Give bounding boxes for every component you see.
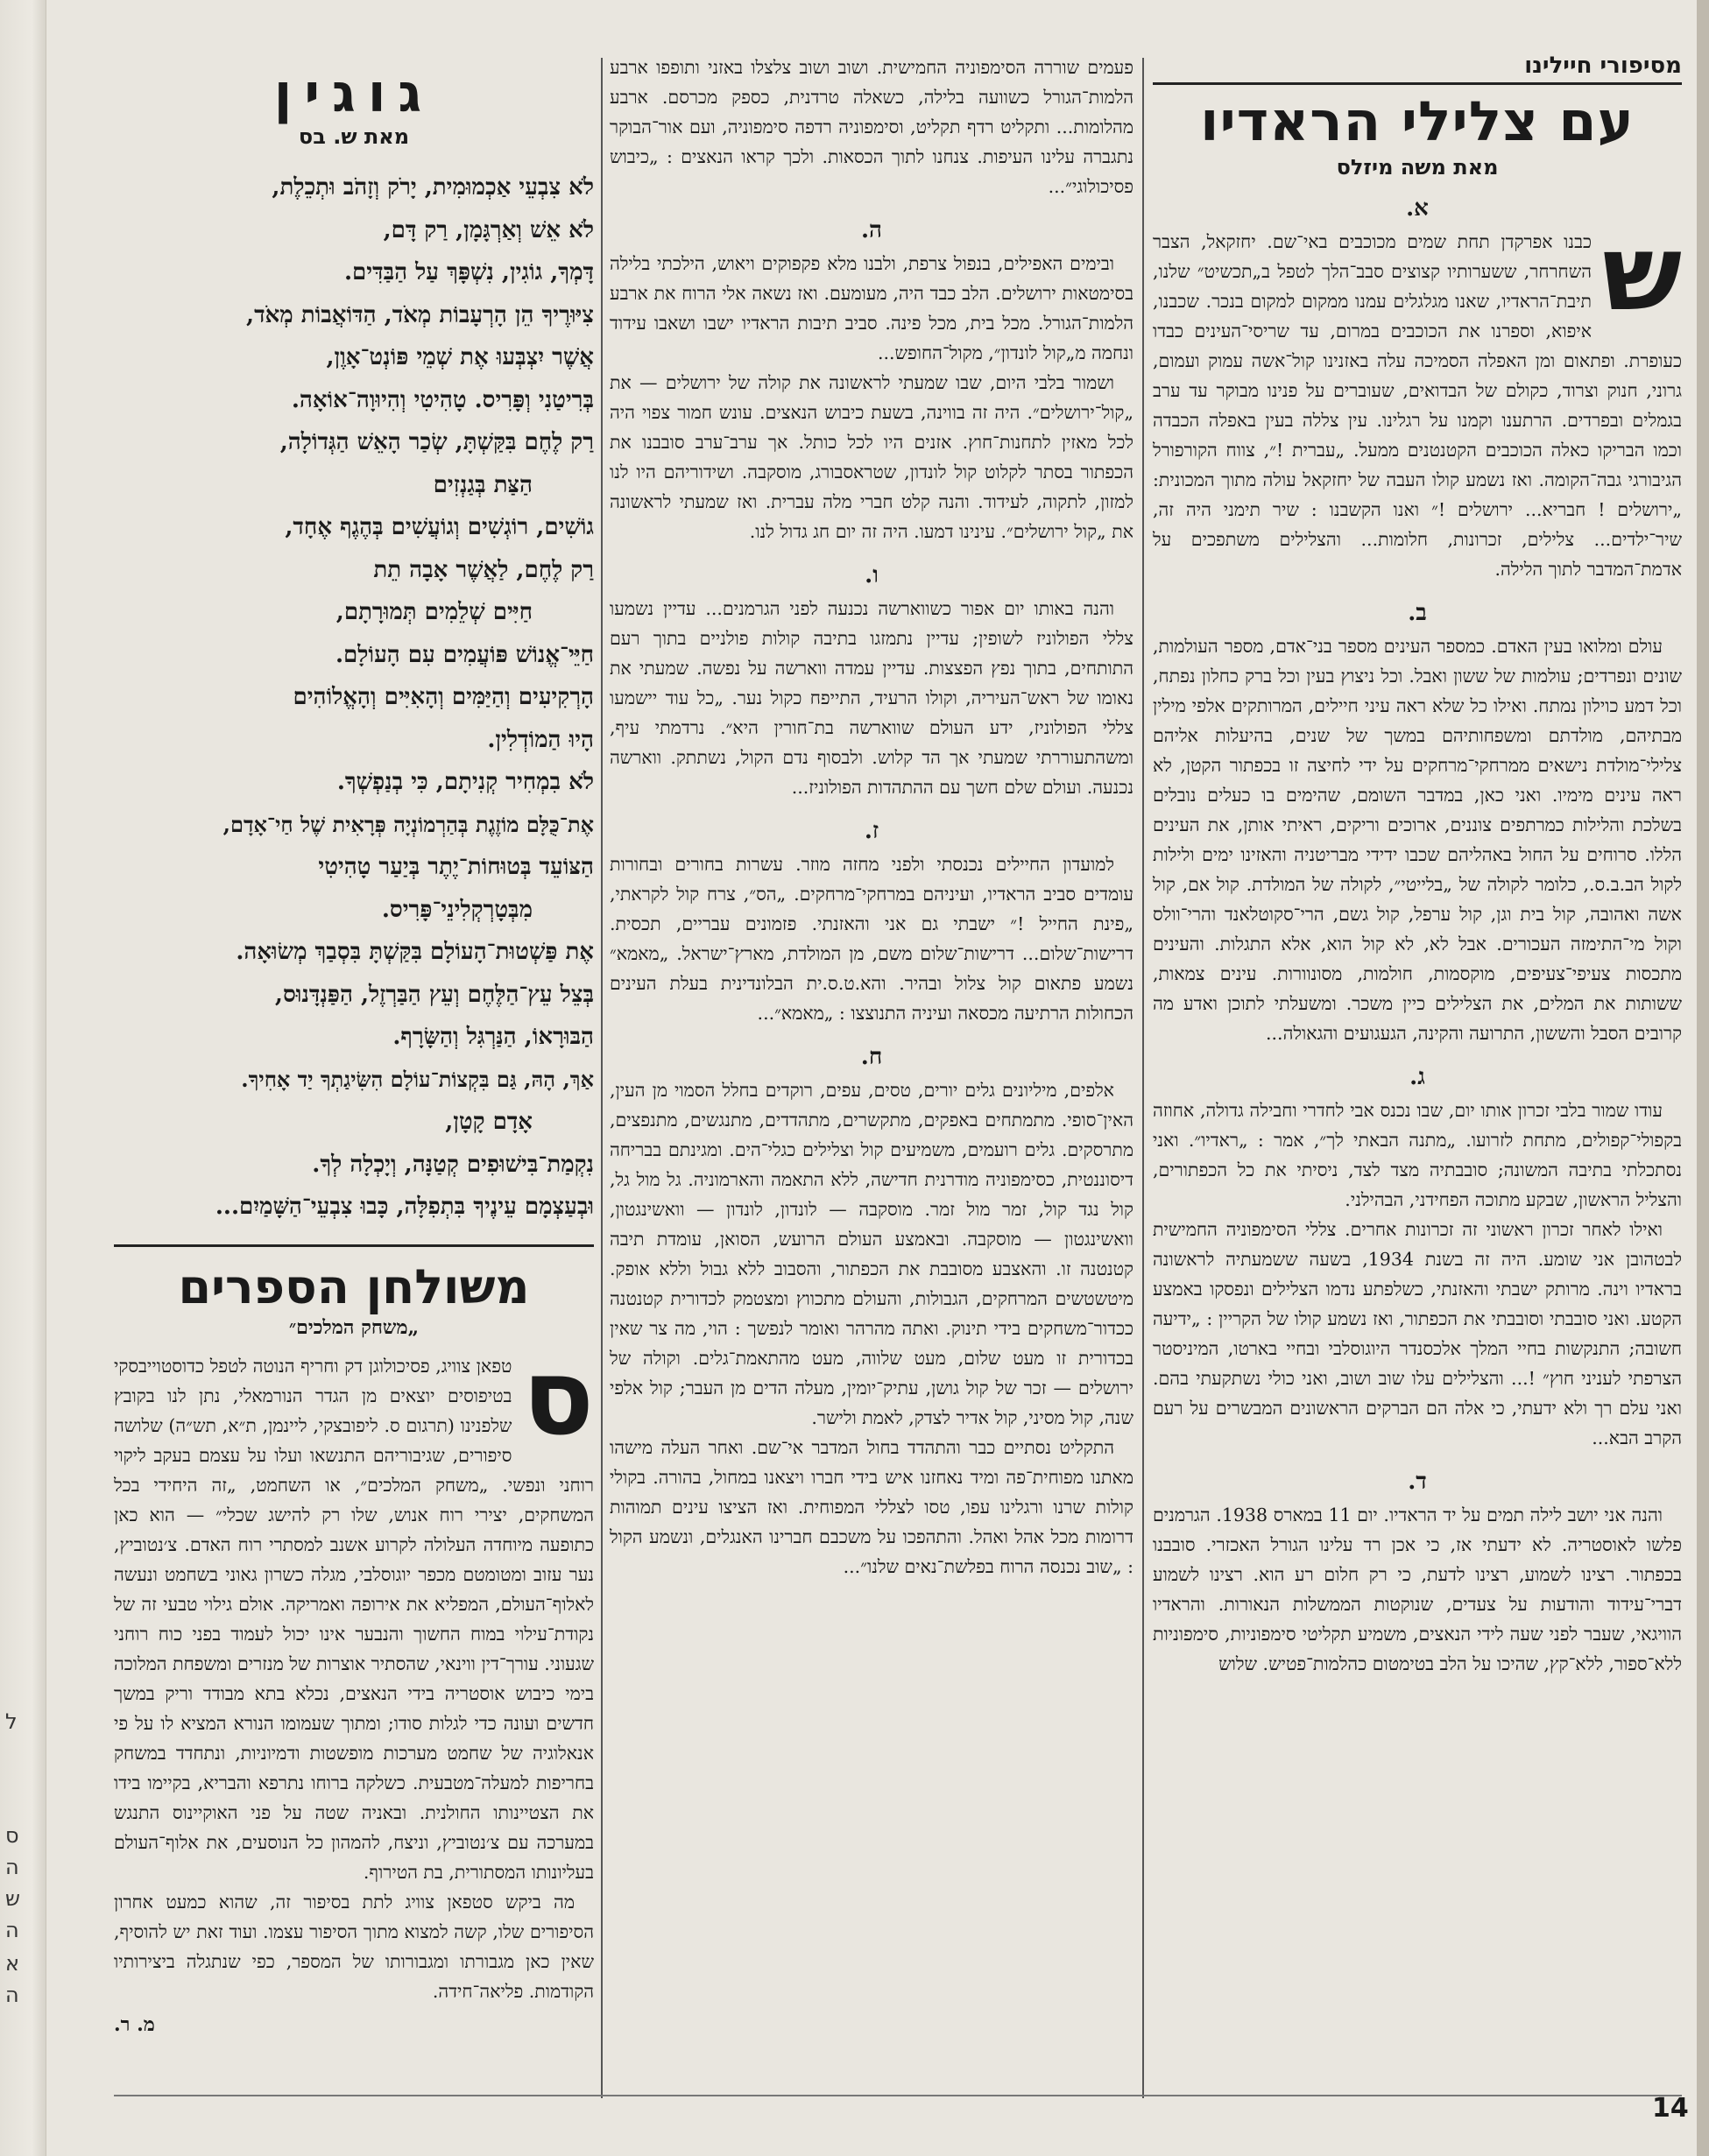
poem-verse: הַצּוֹעֵד בְּטוּחוֹת־יֶתֶר בְּיַעַר טָהִיטִי: [318, 854, 594, 880]
poem-byline: מאת ש. בס: [298, 124, 410, 149]
paragraph: למועדון החיילים נכנסתי ולפני מחזה מוזר. עשרות בחורים ובחורות עומדים סביב הראדיו, ועיניהם במרחקי־מרחקים. „הס״, צרח קול לקראתי, „פינת החייל !״ ישבתי גם אני והאזנתי. פזמונים עבריים, תכסית. דרישות־שלום... דרישות־שלום משם, מן המולדת, מארץ־ישראל. „מאמא״ נשמע פתאום קול צלול ובהיר. והא.ט.ס.ית הבלונדינית בעלת העינים הכחולות הרתיעה מכסאה ועיניה התנוצצו : „מאמא״...: [610, 854, 1133, 1024]
poem-verse: צִיּוּרֶיךָ הֵן הָרְעָבוֹת מְאֹד, הַדּוֹאֲבוֹת מְאֹד,: [246, 301, 594, 328]
poem-verse: הָרְקִיעִים וְהַיַּמִּים וְהָאִיִּים וְהָאֱלוֹהִים: [293, 684, 594, 710]
paragraph: עולם ומלואו בעין האדם. כמספר העינים מספר בני־אדם, מספר העולמות, שונים ונפרדים; עולמות של ששון ואבל. וכל ניצוץ בעין וכל ברק כחלון נפתח, וכל דמע כוילון נמתח. ואילו כל שלא ראה עיני חיילים, המרותקים אלפי מילין מבתיהם, מולדתם ומשפחותיהם במשך של שנים, בהיעלות אליהם צלילי־מולדת נישאים ממרחקי־מרחקים על ידי לחיצה זו בכפתור הקטן, לא ראה עינים מימיו. ואני כאן, במדבר השומם, שהימים בו כעלים נובלים בשלכת והלילות כמרתפים צוננים, ארוכים וריקים, ראיתי אותן, את העינים הללו. סרוחים על החול באהליהם שכבו ידידי מבריטניה והאזינו ימים ולילות לקול הב.ב.ס., כלומר לקולה של „בלייטי״, לקולה של המולדת. קול אם, קול אשה ואהובה, קול בית וגן, קול ערפל, קול גשם, הרי־סקוטלאנד והרי־וולס וקול מי־התימזה העכורים. אבל לא, לא קול הוא, אלא התגלות. והעינים מתכסות צעיפי־צעיפים, מוקסמות, חולמות, מסונוורות. עינים צמאות, ששותות את המלים, את הצלילים כיין משכר. ומשעלתי לתוכן ואדע מה קרובים הסבל והששון, התרועה והקינה, הגעגועים והגאולה...: [1153, 636, 1682, 1045]
story-continuation-column: [610, 53, 1133, 1582]
paragraph: טפאן צוויג, פסיכולוגן דק וחריף הנוטה לטפל כדוסטוייבסקי בטיפוסים יוצאים מן הגדר הנורמאלי, נתן לנו בקובץ שלפנינו (תרגום ס. ליפובצקי, ליינמן, ת״א, תש״ה) שלושה סיפורים, שגיבוריהם התנשאו ועלו על עצמם בעקב ליקוי רוחני ונפשי. „משחק המלכים״, או השחמט, „זה היחידי בכל המשחקים, יצירי רוח אנוש, שלו רק להישג שכלי״ — הוא כאן כתופעה מיוחדה העלולה לקרוע אשנב למסתרי רוח האדם. צ׳נטוביץ, נער עזוב ומטומטם מכפר יוגוסלבי, מגלה כשרון גאוני בשחמט ונעשה לאלוף־העולם, המפליא את אירופה ואמריקה. אולם גילוי טבעי זה של נקודת־עילוי במוח החשוך והנבער אינו יכול לעמוד בפני כוח רוחני שגעוני. עורך־דין ווינאי, שהסתיר אוצרות של מנזרים ומשפחת המלוכה בימי כיבוש אוסטריה בידי הנאצים, נכלא בתא מבודד וריק במשך חדשים ועונה כדי לגלות סודו; ומתוך שעמומו הנורא המציא לו על פי אנאלוגיה של שחמט מערכות מופשטות ודמיוניות, ונתחדד במשחק בחריפות למעלה־מטבעית. כשלקה ברוחו נתרפא והבריא, בקיימו בידו את הצטיינותו החולנית. ובאניה שטה על פני האוקיינוס התנגש במערכה עם צ׳נטוביץ, וניצח, להמהון כל הנוסעים, את אלוף־העולם בעליונותו המסתורית, בת הטירוף.: [114, 1355, 594, 1883]
poem-verse: נִקְמַת־בִּישׁוּפִים קְטַנָּה, וְיָכְלָה לְךָ.: [312, 1151, 594, 1178]
paragraph: והנה באותו יום אפור כשווארשה נכנעה לפני הגרמנים... עדיין נשמעו צללי הפולוניז לשופין; עדיין נתמזגו בתיבה קולות פולניים בתוך רעם התותחים, בתוך נפץ הפצצות. עדיין עמדה ווארשה על נפשה. שמעתי את נאומו של ראש־העיריה, וקולו הרעיד, התייפח כקול נער. „כל עוד יישמעו צללי הפולוניז, ידע העולם שווארשה בת־חורין היא״. נרדמתי עיף, ומשהתעוררתי שמעתי אך הד קלוש. ולבסוף נדם הקול, נשתתק. ווארשה נכנעה. ועולם שלם חשך עם ההתהדות הפולוניז...: [610, 598, 1133, 798]
column-divider: [1142, 58, 1144, 2098]
section-divider: [114, 1244, 594, 1247]
paragraph: התקליט נסתיים כבר והתהדד בחול המדבר אי־שם. ואחר העלה מישהו מאתנו מפוחית־פה ומיד נאחזנו איש בידי חברו ויצאנו במחול, בהורה. בקולי קולות שרנו ורגלינו עפו, טסו לצללי המפוחית. ואז הציצו עינים תמוהות דרומות מכל אהל ואהל. והתהפכו על משכבם חברינו האנגלים, ונשמע הקול : „שוב נכנסה הרוח בפלשת־נאים שלנו״...: [610, 1437, 1133, 1577]
margin-letter: ה: [5, 1855, 19, 1879]
poem-verse: הַבּוּרָאוֹ, הַנַּרְגִּל וְהַשָּׂרָף.: [392, 1024, 594, 1050]
poem-body: [114, 166, 594, 1229]
poem-verse: מִבְּטָרְקְלִינֵי־פָּרִיס.: [381, 896, 533, 923]
paragraph: והנה אני יושב לילה תמים על יד הראדיו. יום 11 במארס 1938. הגרמנים פלשו לאוסטריה. לא ידעתי אז, כי אכן רד עלינו הגורל האכזרי. סובבנו בכפתור. רצינו לשמוע, רצינו לדעת, כי רק חלום רע הוא. רצינו לשמוע דברי־עידוד והודעות על צעדים, שנוקטות הממשלות הנאורות. והראדיו הוויגאי, שעבר לפני שעה לידי הנאצים, משמיע תקליטי סימפוניות, סימפוניות ללא־ספור, ללא־קץ, שהיכו על הלב בטימטום כהלמות־פטיש. שלוש: [1153, 1504, 1682, 1675]
margin-letters: [2, 0, 37, 2156]
paragraph: אלפים, מיליונים גלים יורים, טסים, עפים, רוקדים בחלל הסמוי מן העין, האין־סופי. מתמתחים באפקים, מתקשרים, מתהדדים, מתנגשים, מתנפצים, מתרסקים. גלים רועמים, משמיעים קול וצלילים כגלי־הים. ומגינתם בבריחה דיסוננטית, כסימפוניה מודרנית חדישה, ללא התאמה והארמוניה. גל מול גל, קול נגד קול, זמר מול זמר. מוסקבה — לונדון, לונדון — וואשינגטון, וואשינגטון — מוסקבה. ובאמצע העולם הרועש, הסואן, עומדת תיבה קטנטנה זו. והאצבע מסובבת את הכפתור, והסבוב ללא גבול וללא אופק. מיטשטשים המרחקים, הגבולות, והעולם מתכווץ ומצטמק לכדורית קטנטנה ככדור־משחקים בידי תינוק. ואתה מהרהר ואומר לנפשך : הוי, מה צר שאין בכדורית זו מעט שלום, מעט שלווה, מעט מהתאמת־גלים. וקולה של ירושלים — זכר של קול גושן, עתיק־יומין, מעלה הדים מן העבר; קול אלפי שנה, קול מסיני, קול אדיר לצדק, לאמת ולישר.: [610, 1080, 1133, 1428]
poem-verse: בְּצֵל עֵץ־הַלֶּחֶם וְעֵץ הַבַּרְזֶל, הַפַּנְדָּנוּס,: [274, 981, 594, 1008]
poem-verse: דָּמְךָ, גוֹגִין, נִשְׁפָּךְ עַל הַבַּדִּים.: [344, 259, 594, 285]
poem-verse: לֹא צִבְעֵי אַכְמוּמִית, יָרֹק וְזָהֹב וּתְכֵלֶת,: [272, 174, 594, 201]
paragraph: מה ביקש סטפאן צוויג לתת בסיפור זה, שהוא כמעט אחרון הסיפורים שלו, קשה למצוא מתוך הסיפור עצמו. ועוד זאת יש להוסיף, שאין כאן מגבורתו ומגבורותו של המספר, כפי שנתגלה ביצירותיו הקודמות. פליאה־חידה.: [114, 1891, 594, 2002]
poem-verse: אֶת־כֻּלָּם מוֹזֶגֶת בְּהַרְמוֹנְיָה פְּרָאִית שֶׁל חַי־אָדָם,: [222, 811, 594, 837]
section-tag: מסיפורי חיילינו: [1153, 53, 1682, 85]
story-byline: מאת משה מיזלס: [1336, 155, 1499, 180]
section-letter: ד.: [1408, 1469, 1427, 1496]
story-column: [1153, 53, 1682, 1679]
section-letter: ה.: [860, 217, 882, 243]
drop-cap: ס: [522, 1336, 594, 1459]
page-number: 14: [1652, 2093, 1689, 2124]
section-letter: ו.: [865, 562, 879, 588]
paragraph: ושמור בלבי היום, שבו שמעתי לראשונה את קולה של ירושלים — את „קול־ירושלים״. היה זה בווינה, בשעת כיבוש הנאצים. עונש חמור צפוי היה לכל מאזין לתחנות־חוץ. אזנים היו לכל כותל. אך ערב־ערב סובבנו את הכפתור בסתר לקלוט קול לונדון, שטראסבורג, מוסקבה. ושידוריהם היו לנו למזון, לתקוה, לעידוד. והנה קלט חברי מלה עברית. ואז שמעתי לראשונה את „קול ירושלים״. עינינו דמעו. היה זה יום חג גדול לנו.: [610, 372, 1133, 542]
poem-verse: גוֹשִׁים, רוֹגְשִׁים וְגוֹעֲשִׁים בְּהֶגֶף אֶחָד,: [285, 514, 594, 540]
review-signature: מ. ר.: [114, 2012, 155, 2036]
footer-rule: [114, 2095, 1682, 2096]
poem-verse: בְּרִיטַנִי וְפָּרִיס. טָהִיטִי וְהִיוּוָה־אוֹאָה.: [291, 386, 594, 413]
column-divider: [601, 58, 603, 2098]
margin-letter: ס: [5, 1823, 19, 1848]
story-headline: עם צלילי הראדיו: [1200, 89, 1635, 153]
previous-page-edge: [0, 0, 46, 2156]
poem-verse: לֹא בִמְחִיר קְנִיתָם, כִּי בְנַפְשְׁךָ.: [336, 769, 594, 795]
margin-letter: ל: [5, 1709, 18, 1734]
poem-and-books-column: [114, 53, 594, 2036]
drop-cap: ש: [1602, 213, 1682, 335]
margin-letter: ש: [5, 1886, 21, 1911]
paragraph: ואילו לאחר זכרון ראשוני זה זכרונות אחרים. צללי הסימפוניה החמישית לבטהובן אני שומע. היה זה בשנת 1934, בשעה ששמעתיה לראשונה בראדיו וינה. מרותק ישבתי והאזנתי, כשלפתע נדמו הצלילים ונפסקו באמצע הקטע. ואני סובבתי וסובבתי את הכפתור, ואז נשמע קולו של הקריין : „ידיעה חשובה; התנקשות בחיי המלך אלכסנדר היוגוסלבי ובחיי בארטו, המיניסטר הצרפתי לעניני חוץ״ !... והצלילים עלו שוב ושוב, ואני כולי נשתקעתי בהם. ואני עלם רך ולא ידעתי, כי אלה הם הברקים הראשונים המבשרים על רעם הקרב הבא...: [1153, 1219, 1682, 1449]
poem-verse: חַיִּים שְׁלֵמִים תְּמוּרָתָם,: [335, 599, 533, 625]
paragraph: ובימים האפילים, בנפול צרפת, ולבנו מלא פקפוקים ויאוש, הילכתי בלילה בסימטאות ירושלים. הלב כבד היה, מעומעם. ואז נשאה אלי הרוח את ארבע הלמות־הגורל. מכל בית, מכל פינה. סביב תיבות הראדיו ישבו ושאבו עידוד ונחמה מ„קול לונדון״, מקול־החופש...: [610, 253, 1133, 363]
margin-letter: ה: [5, 1983, 19, 2007]
paragraph: כבנו אפרקדן תחת שמים מכוכבים באי־שם. יחזקאל, הצבר השחרחר, ששערותיו קצוצים סבב־הלך לטפל ב„תכשיט״ שלנו, תיבת־הראדיו, שאנו מגלגלים עמנו ממקום למקום בנכר. שכבנו, איפוא, וספרנו את הכוכבים במרום, עד שריסי־העינים כבדו כעופרת. ופתאום ומן האפלה הסמיכה עלה באזנינו קול־אשה עמוק ועמום, גרוני, חנוק וצרוד, כקולם של הבדואים, שעוברים על פנינו מבוקר עד ערב בגמלים ובפרדים. הרתענו וקמנו על רגלינו. עין צללה בעין באפלה הכבדה וכמו הבריקו כאלה הכוכבים הקטנטנים ממעל. „עברית !״, צווח הקורפורל הגיבורגי גבה־הקומה. ואז נשמע קולו העבה של יחזקאל עולה מתוך המכונית: „ירושלים ! חבריא... ירושלים !״ ואנו הקשבנו : שיר תימני היה זה, שיר־ילדים... צלילים, זכרונות, חלומות... והצלילים משתפכים על אדמת־המדבר לתוך הלילה.: [1153, 231, 1682, 581]
margin-letter: א: [5, 1951, 20, 1976]
poem-verse: וּבְעַצְמָם עֵינֶיךָ בִּתְפִלָּה, כָּבוּ צִבְעֵי־הַשָּׁמַיִם...: [215, 1194, 594, 1220]
poem-verse: רַק לֶחֶם בִּקַּשְׁתָּ, שְׂכַר הָאֵשׁ הַגְּדוֹלָה,: [279, 429, 594, 455]
book-review-title: „משחק המלכים״: [288, 1315, 420, 1339]
section-letter: ג.: [1409, 1064, 1425, 1091]
margin-letter: ה: [5, 1918, 19, 1942]
poem-verse: לֹא אֵשׁ וְאַרְגָּמָן, רַק דָּם,: [383, 216, 594, 243]
section-letter: ב.: [1408, 600, 1427, 627]
page-binding-edge: [1697, 0, 1709, 2156]
poem-verse: אֲשֶׁר יִצְבְּעוּ אֶת שְׁמֵי פּוֹנְט־אָוֶן,: [326, 344, 594, 370]
books-section-title: משולחן הספרים: [178, 1258, 530, 1314]
poem-title: גוגין: [273, 63, 434, 124]
paragraph: פעמים שוררה הסימפוניה החמישית. ושוב ושוב צלצלו באזני ותופפו ארבע הלמות־הגורל כשוועה בלילה, כשאלה טרדנית, כספק מכרסם. ארבע מהלומות... ותקליט רדף תקליט, וסימפוניה רדפה סימפוניה, ועם אור־הבוקר נתגברה עלינו העיפות. צנחנו לתוך הכסאות. ולכך קראו הנאצים : „כיבוש פסיכולוגי״...: [610, 57, 1133, 197]
poem-verse: הַצַּת בְּגַנְזִים: [433, 471, 533, 498]
poem-verse: אַךְ, הָהּ, גַּם בִּקְצוֹת־עוֹלָם הִשִּׂיגַתְךָ יַד אָחִיךָ.: [241, 1066, 594, 1092]
section-letter: ז.: [864, 818, 879, 844]
section-letter: ח.: [860, 1044, 883, 1070]
paragraph: עודו שמור בלבי זכרון אותו יום, שבו נכנס אבי לחדרי וחבילה גדולה, אחוזה בקפולי־קפולים, מתחת לזרועו. „מתנה הבאתי לך״, אמר : „ראדיו״. ואני נסתכלתי בתיבה המשונה; סובבתיה מצד לצד, ניסיתי את כל הכפתורים, והצליל הראשון, שבקע מתוכה הפחידני, הבהילני.: [1153, 1100, 1682, 1211]
poem-verse: אֶת פַּשְׁטוּת־הָעוֹלָם בִּקַּשְׁתָּ בִּסְבַךְ מְשׂוּאָה.: [236, 939, 594, 965]
poem-verse: חַיֵּי־אֱנוֹשׁ פּוֹעֲמִים עִם הָעוֹלָם.: [335, 641, 594, 668]
poem-verse: אָדָם קָטָן,: [445, 1109, 533, 1135]
section-letter: א.: [1406, 195, 1429, 222]
poem-verse: הָיוּ הַמוֹדְלִין.: [487, 726, 594, 753]
poem-verse: רַק לֶחֶם, לַאֲשֶׁר אָבָה תֵת: [373, 556, 594, 583]
